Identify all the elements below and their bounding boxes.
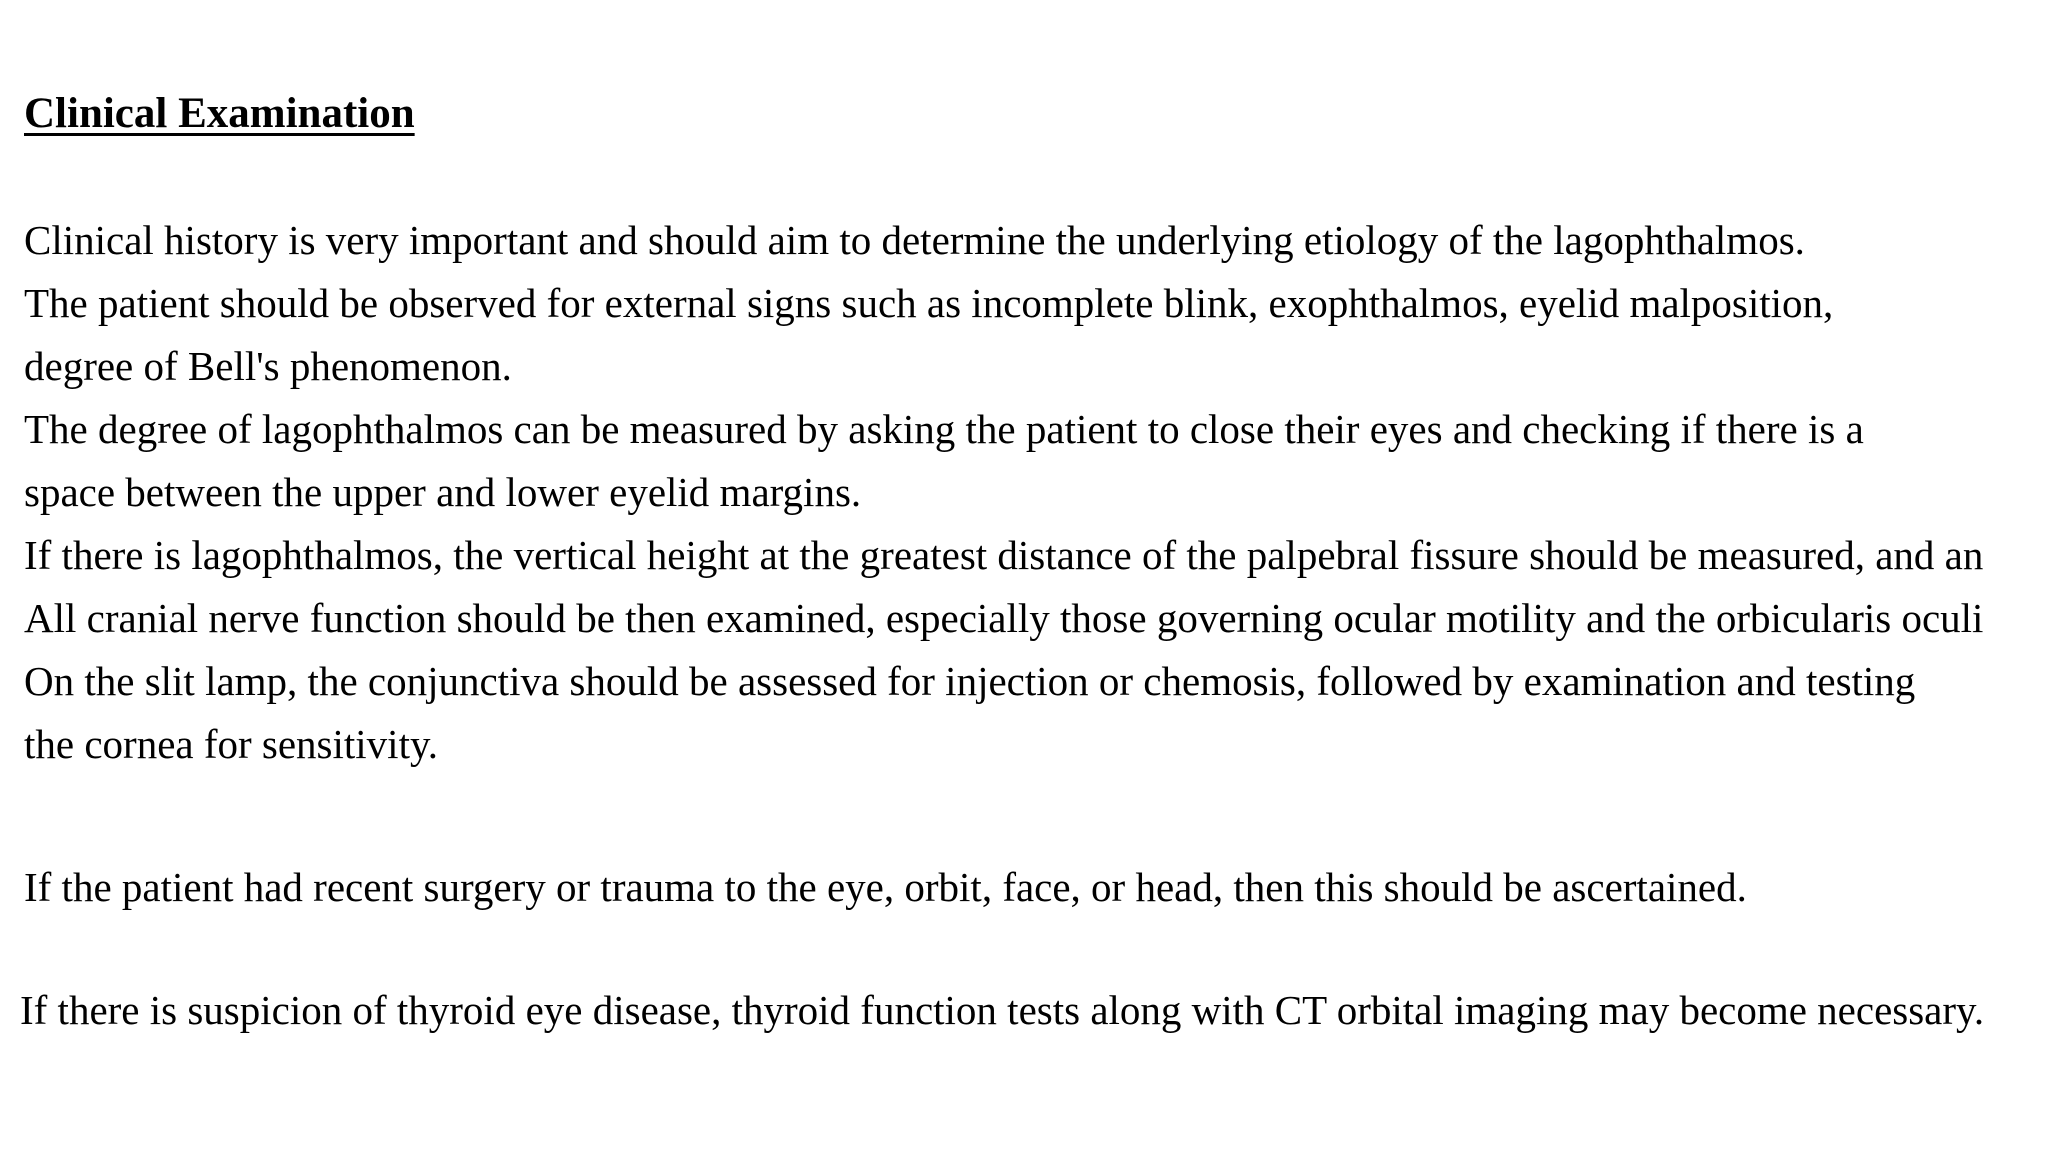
section-title: Clinical Examination bbox=[24, 90, 415, 137]
paragraph-line: the cornea for sensitivity. bbox=[24, 721, 439, 767]
paragraph-line: space between the upper and lower eyelid margins. bbox=[24, 469, 862, 515]
paragraph-line: If there is suspicion of thyroid eye disease, thyroid function tests along with CT orbital imaging may become necessary. bbox=[20, 987, 1985, 1033]
paragraph-line: On the slit lamp, the conjunctiva should be assessed for injection or chemosis, followed by examination and testing bbox=[24, 658, 1916, 704]
paragraph-line: The degree of lagophthalmos can be measured by asking the patient to close their eyes and checking if there is a bbox=[24, 406, 1864, 452]
paragraph-line: If the patient had recent surgery or trauma to the eye, orbit, face, or head, then this should be ascertained. bbox=[24, 864, 1747, 910]
paragraph-line: Clinical history is very important and should aim to determine the underlying etiology of the lagophthalmos. bbox=[24, 217, 1805, 263]
paragraph-line: If there is lagophthalmos, the vertical height at the greatest distance of the palpebral fissure should be measured, and an bbox=[24, 532, 1984, 578]
paragraph-line: degree of Bell's phenomenon. bbox=[24, 343, 512, 389]
paragraph-line: All cranial nerve function should be then examined, especially those governing ocular motility and the orbicularis oculi bbox=[24, 595, 1984, 641]
paragraph-line: The patient should be observed for external signs such as incomplete blink, exophthalmos, eyelid malposition, bbox=[24, 280, 1834, 326]
